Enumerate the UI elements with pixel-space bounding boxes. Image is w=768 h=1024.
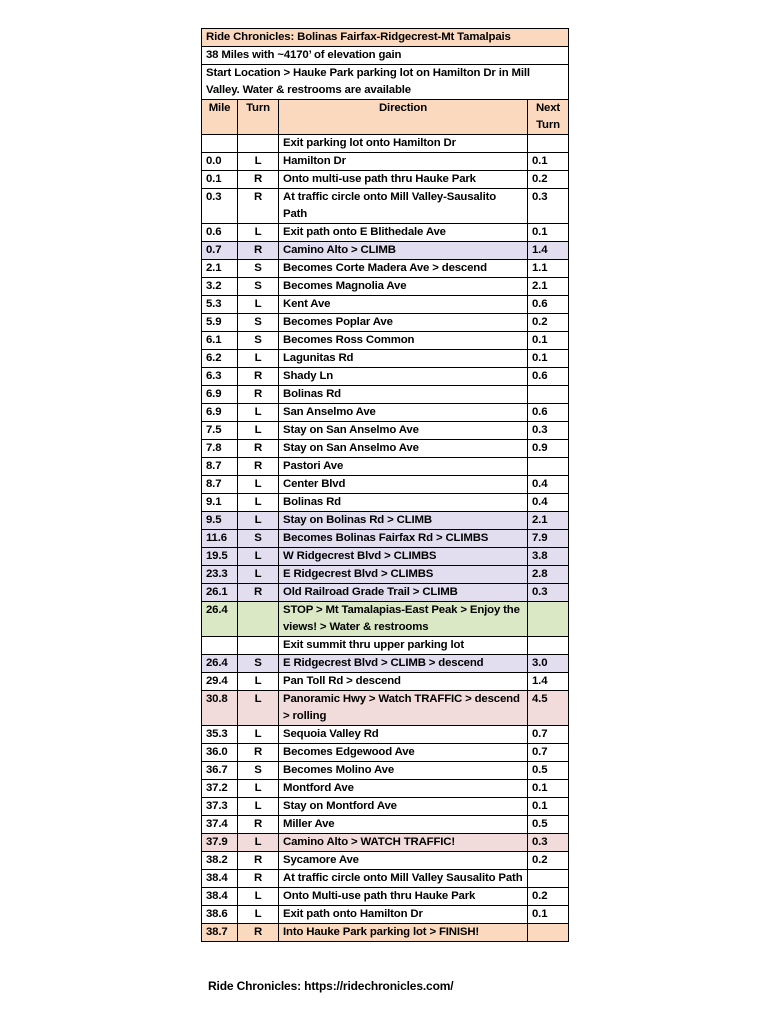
cue-direction: Into Hauke Park parking lot > FINISH! — [279, 924, 528, 942]
cue-next-turn: 0.1 — [528, 153, 569, 171]
cue-direction: W Ridgecrest Blvd > CLIMBS — [279, 548, 528, 566]
cue-row — [202, 224, 569, 242]
cue-turn: S — [238, 314, 279, 332]
cue-direction: Exit path onto E Blithedale Ave — [279, 224, 528, 242]
column-header-mile: Mile — [202, 100, 238, 135]
cue-mile: 6.9 — [202, 386, 238, 404]
cue-turn: L — [238, 834, 279, 852]
cue-next-turn: 0.6 — [528, 404, 569, 422]
cue-direction: Becomes Corte Madera Ave > descend — [279, 260, 528, 278]
cue-next-turn — [528, 135, 569, 153]
cue-row — [202, 602, 569, 637]
cue-direction: Becomes Edgewood Ave — [279, 744, 528, 762]
cue-next-turn: 0.2 — [528, 314, 569, 332]
cue-direction: Stay on San Anselmo Ave — [279, 422, 528, 440]
cue-row — [202, 350, 569, 368]
cue-row — [202, 278, 569, 296]
cue-turn: R — [238, 189, 279, 224]
cue-direction: E Ridgecrest Blvd > CLIMB > descend — [279, 655, 528, 673]
cue-next-turn: 0.3 — [528, 422, 569, 440]
cue-turn: L — [238, 888, 279, 906]
cue-row — [202, 655, 569, 673]
cue-mile: 0.0 — [202, 153, 238, 171]
cue-row — [202, 762, 569, 780]
cue-mile: 11.6 — [202, 530, 238, 548]
cue-next-turn: 0.5 — [528, 762, 569, 780]
cue-turn: L — [238, 512, 279, 530]
cue-turn: R — [238, 744, 279, 762]
cue-next-turn: 1.4 — [528, 673, 569, 691]
cue-row — [202, 798, 569, 816]
cue-mile: 0.1 — [202, 171, 238, 189]
cue-row — [202, 171, 569, 189]
cue-turn: L — [238, 780, 279, 798]
cue-next-turn: 0.1 — [528, 780, 569, 798]
cue-turn: R — [238, 458, 279, 476]
cue-mile: 6.2 — [202, 350, 238, 368]
cue-row — [202, 691, 569, 726]
cue-mile: 0.7 — [202, 242, 238, 260]
cue-next-turn: 1.4 — [528, 242, 569, 260]
cue-row — [202, 673, 569, 691]
cue-turn: L — [238, 673, 279, 691]
cue-row — [202, 296, 569, 314]
cue-next-turn: 0.7 — [528, 726, 569, 744]
cue-direction: Bolinas Rd — [279, 494, 528, 512]
cue-mile: 0.6 — [202, 224, 238, 242]
cue-turn: L — [238, 906, 279, 924]
cue-row — [202, 924, 569, 942]
cue-next-turn: 2.8 — [528, 566, 569, 584]
cue-next-turn — [528, 602, 569, 637]
ride-distance: 38 Miles with ~4170’ of elevation gain — [202, 47, 569, 65]
cue-row — [202, 566, 569, 584]
cue-turn: S — [238, 655, 279, 673]
cue-row — [202, 422, 569, 440]
cue-direction: Bolinas Rd — [279, 386, 528, 404]
cue-next-turn: 0.6 — [528, 368, 569, 386]
cue-turn: L — [238, 726, 279, 744]
cue-next-turn: 0.6 — [528, 296, 569, 314]
cue-turn: L — [238, 691, 279, 726]
cue-mile: 37.4 — [202, 816, 238, 834]
cue-direction: At traffic circle onto Mill Valley Sausalito Path — [279, 870, 528, 888]
cue-next-turn: 0.1 — [528, 906, 569, 924]
cue-row — [202, 440, 569, 458]
cue-turn: S — [238, 762, 279, 780]
cue-row — [202, 744, 569, 762]
cue-turn: L — [238, 296, 279, 314]
cue-next-turn: 0.9 — [528, 440, 569, 458]
cue-mile: 38.6 — [202, 906, 238, 924]
cue-mile: 7.8 — [202, 440, 238, 458]
cue-row — [202, 368, 569, 386]
cue-direction: Becomes Ross Common — [279, 332, 528, 350]
cue-row — [202, 189, 569, 224]
cue-turn: L — [238, 404, 279, 422]
cue-next-turn — [528, 924, 569, 942]
cue-direction: San Anselmo Ave — [279, 404, 528, 422]
cue-row — [202, 888, 569, 906]
cue-mile — [202, 135, 238, 153]
cue-mile: 38.4 — [202, 888, 238, 906]
cue-row — [202, 458, 569, 476]
cue-mile: 29.4 — [202, 673, 238, 691]
cue-direction: Becomes Magnolia Ave — [279, 278, 528, 296]
cue-turn: S — [238, 260, 279, 278]
cue-direction: Hamilton Dr — [279, 153, 528, 171]
column-header-next-turn: Next Turn — [528, 100, 569, 135]
cue-row — [202, 494, 569, 512]
cue-sheet-table — [201, 28, 569, 942]
cue-next-turn: 0.3 — [528, 584, 569, 602]
cue-direction: Stay on Montford Ave — [279, 798, 528, 816]
cue-mile: 30.8 — [202, 691, 238, 726]
cue-mile: 19.5 — [202, 548, 238, 566]
cue-next-turn — [528, 637, 569, 655]
cue-direction: Kent Ave — [279, 296, 528, 314]
cue-row — [202, 584, 569, 602]
cue-turn: L — [238, 566, 279, 584]
cue-turn: R — [238, 386, 279, 404]
cue-mile: 38.2 — [202, 852, 238, 870]
cue-direction: Camino Alto > WATCH TRAFFIC! — [279, 834, 528, 852]
cue-row — [202, 548, 569, 566]
cue-direction: Onto Multi-use path thru Hauke Park — [279, 888, 528, 906]
cue-direction: Stay on Bolinas Rd > CLIMB — [279, 512, 528, 530]
cue-next-turn: 0.2 — [528, 888, 569, 906]
cue-row — [202, 816, 569, 834]
cue-mile: 5.9 — [202, 314, 238, 332]
cue-direction: Pastori Ave — [279, 458, 528, 476]
cue-turn — [238, 602, 279, 637]
cue-direction: Becomes Poplar Ave — [279, 314, 528, 332]
cue-row — [202, 906, 569, 924]
cue-turn: R — [238, 852, 279, 870]
cue-row — [202, 386, 569, 404]
cue-next-turn: 0.1 — [528, 350, 569, 368]
cue-row — [202, 637, 569, 655]
cue-mile: 37.2 — [202, 780, 238, 798]
cue-next-turn: 0.3 — [528, 189, 569, 224]
cue-mile: 9.1 — [202, 494, 238, 512]
cue-row — [202, 726, 569, 744]
cue-direction: Lagunitas Rd — [279, 350, 528, 368]
cue-rows — [202, 135, 569, 942]
cue-mile: 6.9 — [202, 404, 238, 422]
cue-next-turn: 0.4 — [528, 494, 569, 512]
cue-next-turn — [528, 386, 569, 404]
cue-direction: STOP > Mt Tamalapias-East Peak > Enjoy the views! > Water & restrooms — [279, 602, 528, 637]
cue-mile: 26.1 — [202, 584, 238, 602]
cue-turn: L — [238, 476, 279, 494]
cue-next-turn: 2.1 — [528, 278, 569, 296]
cue-next-turn: 7.9 — [528, 530, 569, 548]
cue-turn: S — [238, 530, 279, 548]
cue-row — [202, 530, 569, 548]
cue-turn: L — [238, 422, 279, 440]
cue-mile: 9.5 — [202, 512, 238, 530]
cue-next-turn: 3.0 — [528, 655, 569, 673]
cue-next-turn: 0.2 — [528, 171, 569, 189]
cue-direction: Old Railroad Grade Trail > CLIMB — [279, 584, 528, 602]
cue-mile: 26.4 — [202, 655, 238, 673]
cue-next-turn: 4.5 — [528, 691, 569, 726]
cue-next-turn: 0.5 — [528, 816, 569, 834]
cue-direction: Sycamore Ave — [279, 852, 528, 870]
cue-mile: 38.7 — [202, 924, 238, 942]
column-header-turn: Turn — [238, 100, 279, 135]
cue-turn: R — [238, 584, 279, 602]
cue-next-turn — [528, 870, 569, 888]
cue-direction: Exit summit thru upper parking lot — [279, 637, 528, 655]
cue-direction: Panoramic Hwy > Watch TRAFFIC > descend > rolling — [279, 691, 528, 726]
cue-mile: 6.3 — [202, 368, 238, 386]
cue-next-turn: 0.1 — [528, 332, 569, 350]
cue-turn — [238, 637, 279, 655]
cue-mile: 35.3 — [202, 726, 238, 744]
cue-next-turn: 2.1 — [528, 512, 569, 530]
cue-row — [202, 852, 569, 870]
cue-mile — [202, 637, 238, 655]
cue-next-turn: 0.3 — [528, 834, 569, 852]
cue-turn: L — [238, 798, 279, 816]
cue-mile: 36.0 — [202, 744, 238, 762]
cue-turn — [238, 135, 279, 153]
start-location: Start Location > Hauke Park parking lot on Hamilton Dr in Mill Valley. Water & restrooms are available — [202, 65, 569, 100]
cue-turn: L — [238, 494, 279, 512]
column-header-direction: Direction — [279, 100, 528, 135]
cue-direction: At traffic circle onto Mill Valley-Sausalito Path — [279, 189, 528, 224]
cue-row — [202, 870, 569, 888]
cue-direction: Montford Ave — [279, 780, 528, 798]
cue-mile: 38.4 — [202, 870, 238, 888]
cue-row — [202, 135, 569, 153]
cue-row — [202, 153, 569, 171]
cue-turn: S — [238, 332, 279, 350]
cue-turn: R — [238, 368, 279, 386]
cue-turn: L — [238, 153, 279, 171]
cue-mile: 7.5 — [202, 422, 238, 440]
cue-next-turn: 0.7 — [528, 744, 569, 762]
cue-mile: 2.1 — [202, 260, 238, 278]
cue-turn: R — [238, 870, 279, 888]
cue-turn: L — [238, 350, 279, 368]
cue-row — [202, 242, 569, 260]
cue-turn: R — [238, 440, 279, 458]
cue-direction: Pan Toll Rd > descend — [279, 673, 528, 691]
cue-direction: Shady Ln — [279, 368, 528, 386]
cue-turn: L — [238, 548, 279, 566]
cue-turn: R — [238, 171, 279, 189]
cue-direction: Camino Alto > CLIMB — [279, 242, 528, 260]
cue-direction: Miller Ave — [279, 816, 528, 834]
cue-turn: R — [238, 242, 279, 260]
cue-direction: Becomes Bolinas Fairfax Rd > CLIMBS — [279, 530, 528, 548]
cue-direction: Onto multi-use path thru Hauke Park — [279, 171, 528, 189]
cue-next-turn: 0.1 — [528, 798, 569, 816]
cue-row — [202, 512, 569, 530]
cue-direction: Exit parking lot onto Hamilton Dr — [279, 135, 528, 153]
cue-next-turn: 0.1 — [528, 224, 569, 242]
cue-row — [202, 404, 569, 422]
cue-turn: R — [238, 924, 279, 942]
cue-row — [202, 314, 569, 332]
cue-row — [202, 780, 569, 798]
cue-mile: 5.3 — [202, 296, 238, 314]
cue-mile: 36.7 — [202, 762, 238, 780]
cue-row — [202, 332, 569, 350]
cue-mile: 3.2 — [202, 278, 238, 296]
cue-direction: Stay on San Anselmo Ave — [279, 440, 528, 458]
cue-row — [202, 260, 569, 278]
cue-mile: 26.4 — [202, 602, 238, 637]
cue-row — [202, 834, 569, 852]
cue-direction: Sequoia Valley Rd — [279, 726, 528, 744]
footer-credit: Ride Chronicles: https://ridechronicles.com/ — [208, 979, 454, 993]
cue-next-turn: 1.1 — [528, 260, 569, 278]
cue-next-turn — [528, 458, 569, 476]
cue-turn: L — [238, 224, 279, 242]
cue-turn: S — [238, 278, 279, 296]
cue-next-turn: 0.2 — [528, 852, 569, 870]
cue-mile: 0.3 — [202, 189, 238, 224]
cue-mile: 8.7 — [202, 458, 238, 476]
cue-next-turn: 3.8 — [528, 548, 569, 566]
cue-mile: 8.7 — [202, 476, 238, 494]
cue-mile: 37.9 — [202, 834, 238, 852]
cue-mile: 6.1 — [202, 332, 238, 350]
cue-turn: R — [238, 816, 279, 834]
cue-sheet — [201, 28, 568, 942]
cue-direction: E Ridgecrest Blvd > CLIMBS — [279, 566, 528, 584]
cue-direction: Exit path onto Hamilton Dr — [279, 906, 528, 924]
cue-row — [202, 476, 569, 494]
cue-next-turn: 0.4 — [528, 476, 569, 494]
cue-direction: Becomes Molino Ave — [279, 762, 528, 780]
cue-mile: 23.3 — [202, 566, 238, 584]
cue-mile: 37.3 — [202, 798, 238, 816]
cue-direction: Center Blvd — [279, 476, 528, 494]
sheet-title: Ride Chronicles: Bolinas Fairfax-Ridgecrest-Mt Tamalpais — [202, 29, 569, 47]
